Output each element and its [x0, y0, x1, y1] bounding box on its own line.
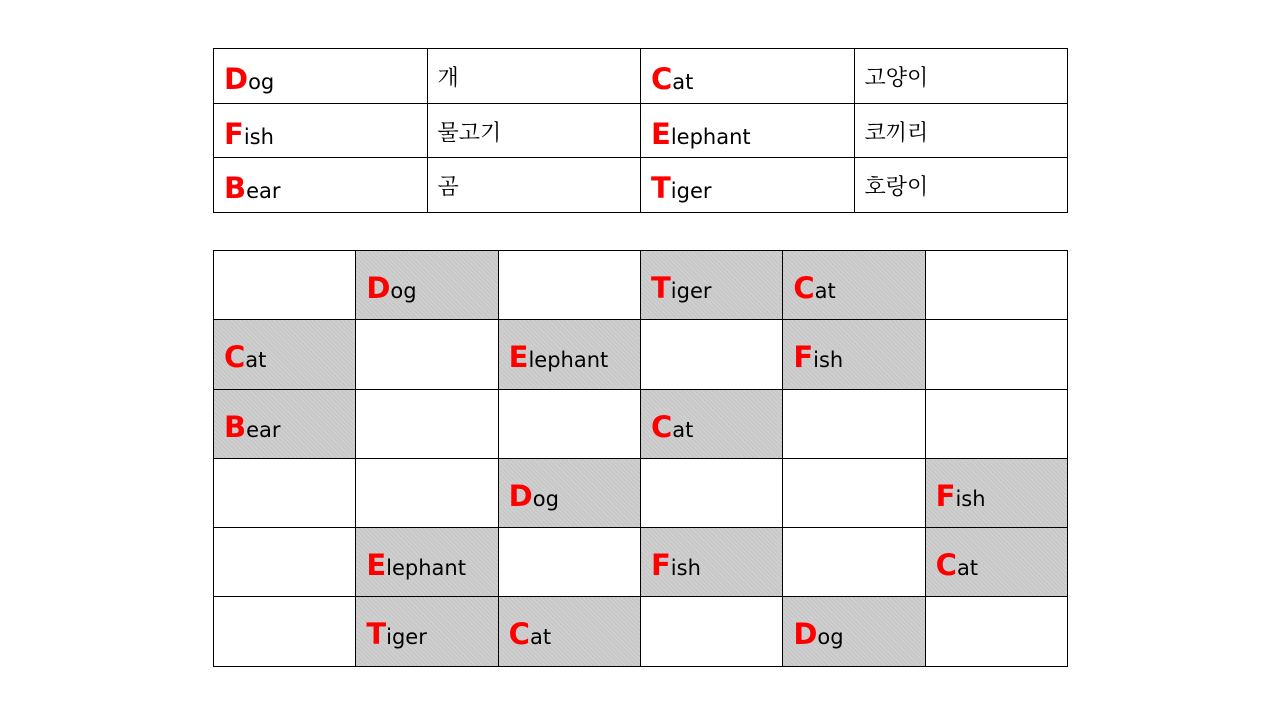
word-rest: at [529, 625, 552, 650]
word-rest: og [817, 625, 844, 650]
grid-cell [214, 528, 356, 597]
vocabulary-row [214, 158, 1068, 213]
word-rest: ear [246, 417, 281, 442]
word-first-letter: F [650, 548, 671, 583]
word-first-letter: C [224, 340, 246, 375]
word-first-letter: E [508, 340, 529, 375]
vocabulary-row [214, 103, 1068, 158]
word-first-letter: T [366, 617, 387, 652]
word-first-letter: E [651, 116, 671, 151]
grid-cell-shaded [925, 458, 1067, 527]
grid-cell-shaded [640, 251, 782, 320]
word-first-letter: E [366, 548, 387, 583]
grid-cell [925, 597, 1067, 666]
grid-cell-shaded [640, 528, 782, 597]
grid-cell [498, 251, 640, 320]
grid-cell [214, 458, 356, 527]
word-rest: ish [813, 348, 844, 373]
word-first-letter: D [793, 617, 818, 652]
word-rest: at [814, 279, 836, 303]
grid-row [214, 251, 1068, 320]
word-rest: iger [386, 625, 427, 650]
grid-row [214, 458, 1068, 527]
word-first-letter: D [508, 478, 533, 513]
grid-cell-shaded [925, 528, 1067, 597]
word-rest: ear [246, 179, 281, 204]
grid-cell [498, 389, 640, 458]
word-rest: at [956, 556, 979, 581]
word-rest: og [248, 70, 275, 94]
word-rest: og [390, 279, 417, 303]
word-first-letter: C [651, 62, 673, 96]
grid-cell-shaded [498, 320, 640, 389]
word-first-letter: C [508, 617, 530, 652]
word-first-letter: F [935, 478, 956, 513]
word-rest: ish [670, 556, 701, 581]
grid-cell-shaded [783, 251, 925, 320]
word-first-letter: D [366, 271, 391, 305]
word-rest: lephant [386, 556, 466, 581]
grid-cell [356, 389, 498, 458]
grid-cell-shaded [783, 320, 925, 389]
vocabulary-row [214, 49, 1068, 104]
vocabulary-meaning-cell: 고양이 [854, 49, 1068, 104]
word-rest: lephant [670, 124, 751, 149]
grid-cell [356, 458, 498, 527]
vocabulary-meaning-cell: 코끼리 [854, 103, 1068, 158]
grid-cell [925, 389, 1067, 458]
word-rest: iger [670, 279, 712, 303]
grid-cell-shaded [498, 458, 640, 527]
vocabulary-word-cell [641, 158, 855, 213]
grid-row [214, 389, 1068, 458]
word-rest: ish [955, 486, 986, 511]
word-first-letter: D [224, 62, 249, 96]
grid-cell [214, 597, 356, 666]
word-rest: iger [670, 179, 712, 204]
vocabulary-meaning-cell: 개 [427, 49, 641, 104]
word-first-letter: C [793, 271, 815, 305]
grid-cell-shaded [640, 389, 782, 458]
grid-cell [925, 251, 1067, 320]
grid-row [214, 528, 1068, 597]
grid-cell [640, 597, 782, 666]
word-rest: lephant [528, 348, 609, 373]
word-first-letter: B [224, 171, 247, 206]
word-first-letter: T [651, 171, 671, 206]
vocabulary-word-cell [214, 158, 428, 213]
vocabulary-word-cell [641, 49, 855, 104]
word-first-letter: C [650, 409, 673, 444]
grid-cell [783, 458, 925, 527]
grid-cell-shaded [356, 597, 498, 666]
grid-cell [640, 320, 782, 389]
word-rest: ish [243, 124, 274, 149]
grid-cell-shaded [214, 320, 356, 389]
grid-row [214, 320, 1068, 389]
grid-cell [498, 528, 640, 597]
grid-cell-shaded [498, 597, 640, 666]
grid-cell [214, 251, 356, 320]
word-rest: at [672, 70, 694, 94]
vocabulary-table [213, 48, 1068, 213]
grid-cell [783, 528, 925, 597]
grid-cell-shaded [356, 251, 498, 320]
grid-cell-shaded [783, 597, 925, 666]
vocabulary-meaning-cell: 호랑이 [854, 158, 1068, 213]
grid-row [214, 597, 1068, 666]
grid-cell [925, 320, 1067, 389]
word-first-letter: F [793, 340, 814, 375]
word-first-letter: F [224, 116, 244, 151]
vocabulary-word-cell [641, 103, 855, 158]
word-rest: og [532, 486, 559, 511]
vocabulary-word-cell [214, 49, 428, 104]
word-grid-table [213, 250, 1068, 667]
grid-cell-shaded [356, 528, 498, 597]
vocabulary-meaning-cell: 물고기 [427, 103, 641, 158]
grid-cell [783, 389, 925, 458]
word-rest: at [672, 417, 694, 442]
word-first-letter: B [224, 409, 247, 444]
vocabulary-word-cell [214, 103, 428, 158]
word-rest: at [245, 348, 267, 373]
grid-cell [640, 458, 782, 527]
grid-cell [356, 320, 498, 389]
vocabulary-meaning-cell: 곰 [427, 158, 641, 213]
grid-cell-shaded [214, 389, 356, 458]
word-first-letter: C [935, 548, 957, 583]
word-first-letter: T [650, 271, 671, 305]
